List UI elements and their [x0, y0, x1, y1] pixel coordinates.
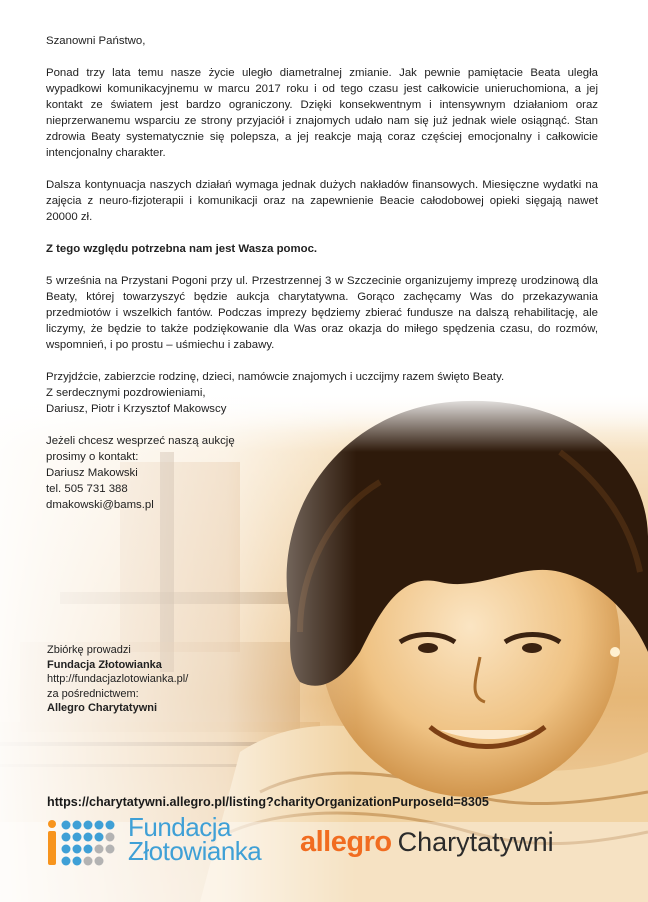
greeting: Szanowni Państwo, — [46, 35, 146, 47]
organizer-name: Fundacja Złotowianka — [47, 658, 162, 671]
allegro-charytatywni-logo — [300, 826, 554, 859]
charytatywni-wordmark: Charytatywni — [397, 827, 554, 857]
organizer-info — [47, 643, 188, 716]
paragraph-invitation: Przyjdźcie, zabierzcie rodzinę, dzieci, namówcie znajomych i uczcijmy razem święto Beaty. — [46, 371, 505, 383]
contact-info — [46, 433, 235, 513]
listing-url[interactable]: https://charytatywni.allegro.pl/listing?charityOrganizationPurposeId=8305 — [47, 795, 489, 809]
fundacja-word-1: Fundacja — [128, 812, 231, 842]
fundacja-logo — [46, 812, 286, 873]
contact-line-1: Jeżeli chcesz wesprzeć naszą aukcję — [46, 435, 235, 447]
fundacja-wordmark — [128, 812, 262, 866]
contact-phone: tel. 505 731 388 — [46, 483, 128, 495]
paragraph-costs: Dalsza kontynuacja naszych działań wymaga jednak dużych nakładów finansowych. Miesięczne wydatki na zajęcia z neuro-fizjoterapii i komunikacji oraz na zapewnienie Beacie całodobowej opieki sięgają nawet 20000 zł. — [46, 179, 598, 223]
contact-name: Dariusz Makowski — [46, 467, 138, 479]
organizer-label: Zbiórkę prowadzi — [47, 644, 131, 656]
contact-line-2: prosimy o kontakt: — [46, 451, 139, 463]
signoff-closing: Z serdecznymi pozdrowieniami, — [46, 387, 206, 399]
organizer-platform: Allegro Charytatywni — [47, 702, 158, 714]
signoff — [46, 385, 226, 417]
letter-body — [46, 33, 598, 385]
appeal-heading: Z tego względu potrzebna nam jest Wasza pomoc. — [46, 243, 318, 255]
organizer-url[interactable]: http://fundacjazlotowianka.pl/ — [47, 673, 189, 685]
allegro-wordmark: allegro — [300, 826, 392, 858]
paragraph-situation: Ponad trzy lata temu nasze życie uległo diametralnej zmianie. Jak pewnie pamiętacie Beata uległa wypadkowi komunikacyjnemu w marcu 2017 roku i od tego czasu jest całkowicie unieruchomiona, a jej kontakt ze światem jest bardzo ograniczony. Dzięki konsekwentnym i intensywnym działaniom oraz nieprzerwanemu wsparciu ze strony przyjaciół i znajomych udało nam się już jednak wiele osiągnąć. Stan zdrowia Beaty systematycznie się polepsza, a jej reakcje mają coraz częściej emocjonalny i całkowicie intencjonalny charakter. — [46, 67, 598, 159]
organizer-via: za pośrednictwem: — [47, 687, 139, 700]
signoff-names: Dariusz, Piotr i Krzysztof Makowscy — [46, 403, 227, 415]
fundacja-word-2: Złotowianka — [128, 836, 262, 866]
contact-email: dmakowski@bams.pl — [46, 499, 154, 511]
people-dots-icon — [46, 819, 124, 867]
paragraph-event: 5 września na Przystani Pogoni przy ul. Przestrzennej 3 w Szczecinie organizujemy imprezę urodzinową dla Beaty, której towarzyszyć będzie aukcja charytatywna. Gorąco zachęcamy Was do przekazywania przedmiotów i wszelkich fantów. Podczas imprezy będziemy zbierać fundusze na dalszą rehabilitację, ale liczymy, że będzie to także podziękowanie dla Was oraz okazja do miłego spędzenia czasu, do rozmów, wspomnień, i po prostu – uśmiechu i zabawy. — [46, 275, 598, 351]
